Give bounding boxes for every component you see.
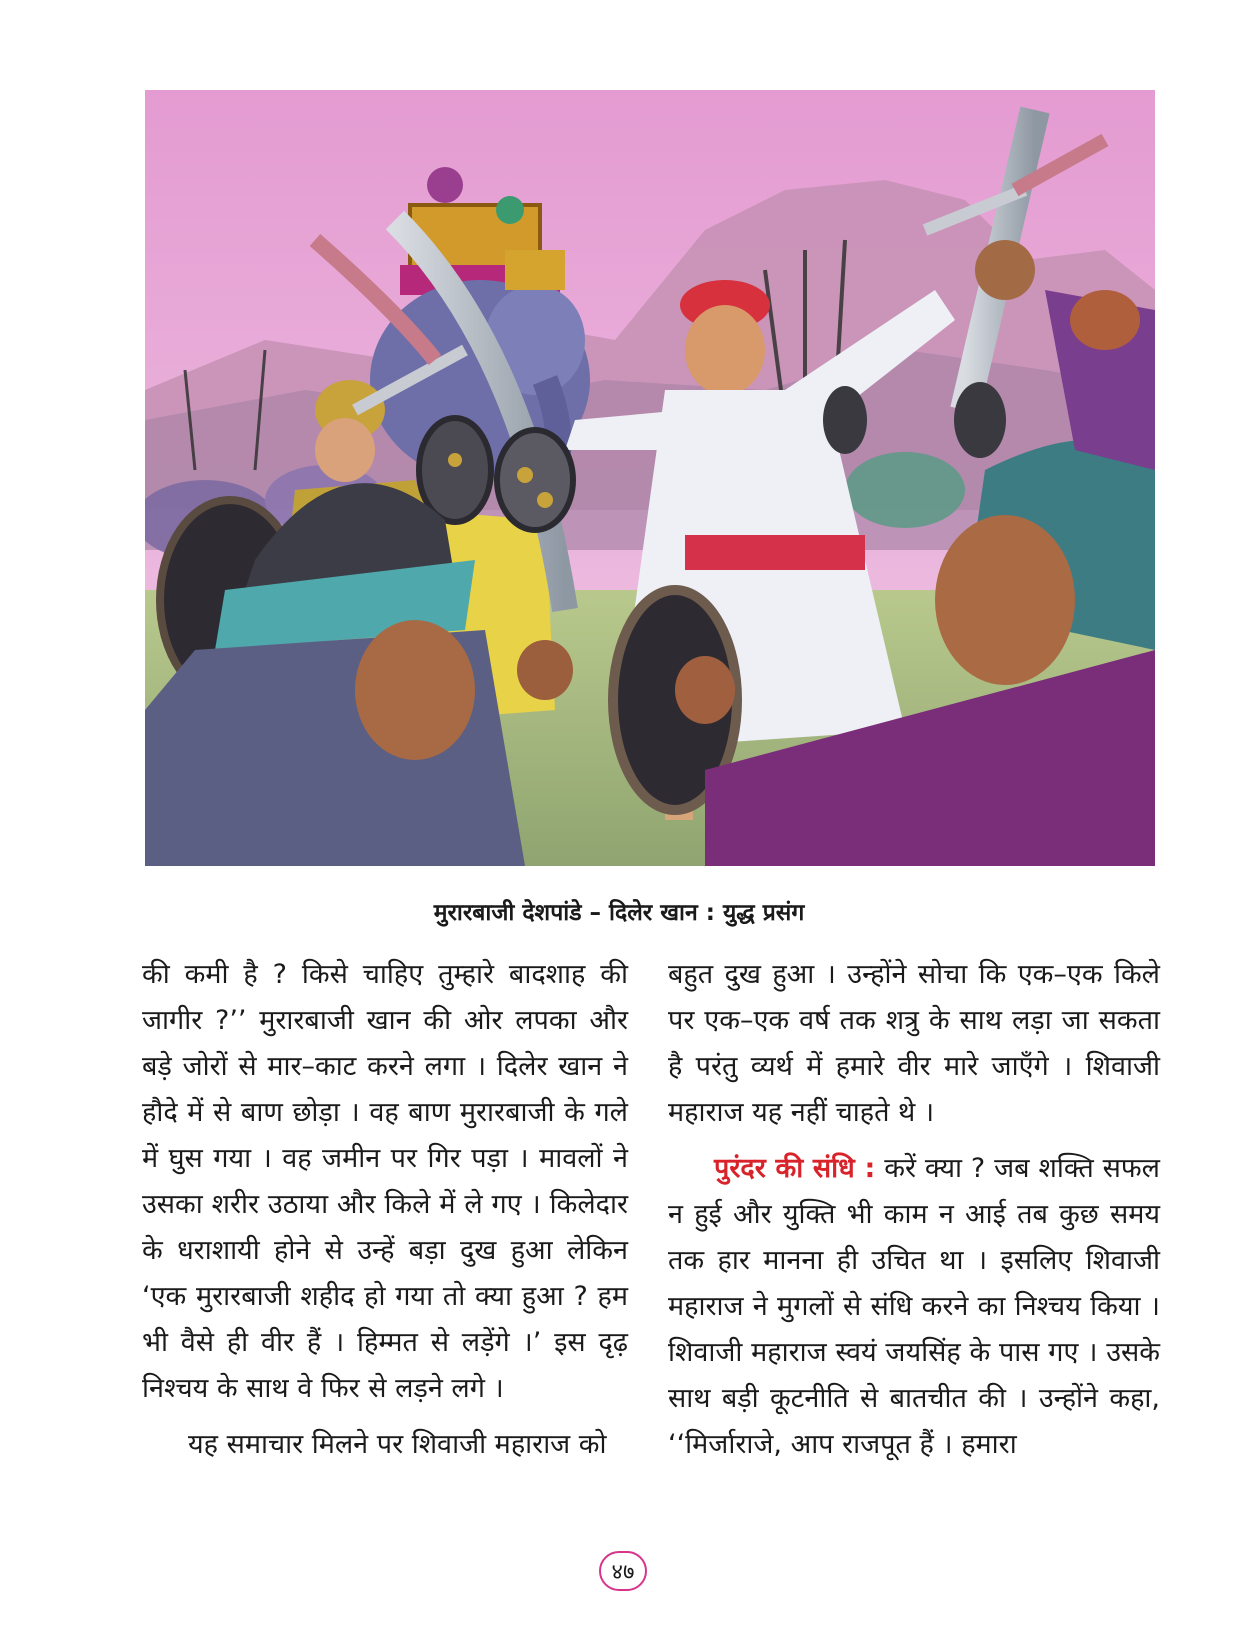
left-paragraph-2: यह समाचार मिलने पर शिवाजी महाराज को [188, 1429, 607, 1460]
right-paragraph-1: बहुत दुख हुआ । उन्होंने सोचा कि एक–एक किले पर एक–एक वर्ष तक शत्रु के साथ लड़ा जा सकता है परंतु व्यर्थ में हमारे वीर मारे जाएँगे । शिवाजी महाराज यह नहीं चाहते थे । [668, 959, 1160, 1128]
section-heading: पुरंदर की संधि : [714, 1153, 876, 1184]
right-text-column [668, 952, 1160, 1478]
left-text-column [142, 952, 628, 1478]
battle-illustration [145, 90, 1155, 866]
illustration-caption: मुरारबाजी देशपांडे – दिलेर खान : युद्ध प्रसंग [433, 900, 805, 926]
page-number: ४७ [599, 1551, 647, 1591]
right-paragraph-2 [668, 1146, 1160, 1468]
right-paragraph-2-text: करें क्या ? जब शक्ति सफल न हुई और युक्ति भी काम न आई तब कुछ समय तक हार मानना ही उचित था । इसलिए शिवाजी महाराज ने मुगलों से संधि करने का निश्चय किया । शिवाजी महाराज स्वयं जयसिंह के पास गए । उसके साथ बड़ी कूटनीति से बातचीत की । उन्होंने कहा, ‘‘मिर्जाराजे, आप राजपूत हैं । हमारा [668, 1153, 1160, 1460]
battle-scene-image [145, 90, 1155, 866]
left-paragraph-1: की कमी है ? किसे चाहिए तुम्हारे बादशाह की जागीर ?’’ मुरारबाजी खान की ओर लपका और बड़े जोरों से मार–काट करने लगा । दिलेर खान ने हौदे में से बाण छोड़ा । वह बाण मुरारबाजी के गले में घुस गया । वह जमीन पर गिर पड़ा । मावलों ने उसका शरीर उठाया और किले में ले गए । किलेदार के धराशायी होने से उन्हें बड़ा दुख हुआ लेकिन ‘एक मुरारबाजी शहीद हो गया तो क्या हुआ ? हम भी वैसे ही वीर हैं । हिम्मत से लड़ेंगे ।’ इस दृढ़ निश्चय के साथ वे फिर से लड़ने लगे । [142, 959, 628, 1404]
